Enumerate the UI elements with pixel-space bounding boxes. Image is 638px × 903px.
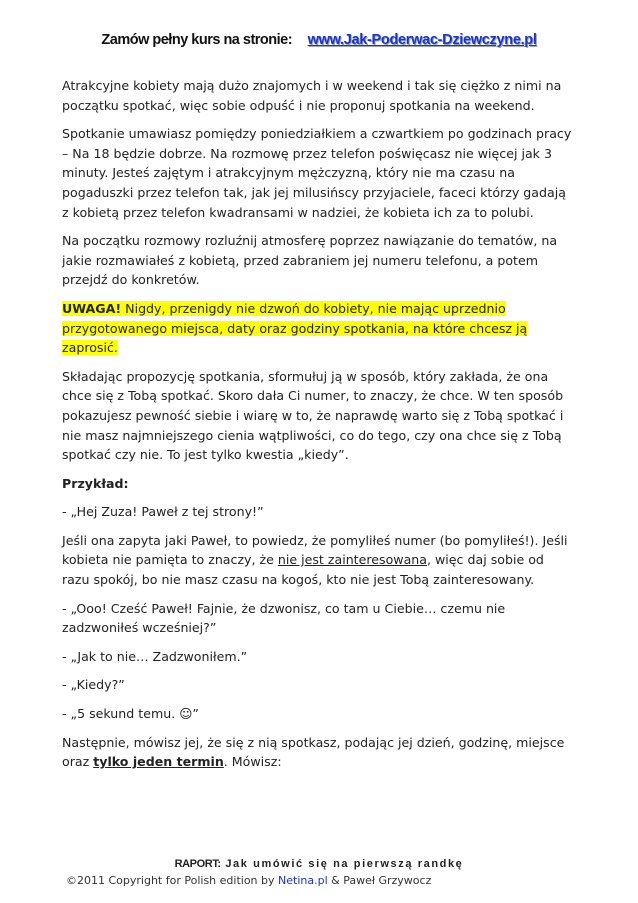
dialogue-line-2: - „Ooo! Cześć Paweł! Fajnie, że dzwonisz, co tam u Ciebie… czemu nie zadzwoniłeś wcześniej?”: [62, 600, 506, 636]
footer-report-prefix: RAPORT:: [174, 858, 221, 870]
document-body: [62, 76, 572, 781]
header-site-link[interactable]: www.Jak-Poderwac-Dziewczyne.pl: [307, 32, 537, 48]
copyright-text-start: ©2011 Copyright for Polish edition by: [66, 874, 279, 887]
example-heading: Przykład:: [62, 475, 129, 491]
header-lead-text: Zamów pełny kurs na stronie:: [101, 32, 293, 48]
warning-paragraph: [62, 299, 572, 358]
paragraph-conversation-start: Na początku rozmowy rozluźnij atmosferę poprzez nawiązanie do tematów, na jakie rozmawiałeś z kobietą, przed zabraniem jej numeru telefonu, a potem przejdź do konkretów.: [62, 233, 558, 288]
paragraph-proposal: Składając propozycję spotkania, sformułuj ją w sposób, który zakłada, że ona chce się z Tobą spotkać. Skoro dała Ci numer, to znaczy, że chce. W ten sposób pokazujesz pewność siebie i wiarę w to, że naprawdę warto się z Tobą spotkać i nie masz najmniejszego cienia wątpliwości, co do tego, czy ona chce się z Tobą spotkać czy nie. To jest tylko kwestia „kiedy”.: [62, 368, 564, 463]
warning-text: Nigdy, przenigdy nie dzwoń do kobiety, nie mając uprzednio przygotowanego miejsca, daty oraz godziny spotkania, na które chcesz ją zaprosić.: [62, 300, 528, 356]
paragraph-next-step: [62, 733, 572, 772]
footer-report-name: Jak umówić się na pierwszą randkę: [220, 858, 464, 870]
next-step-text-start: Następnie, mówisz jej, że się z nią spotkasz, podając jej dzień, godzinę, miejsce oraz: [62, 734, 565, 770]
dialogue-line-1: - „Hej Zuza! Paweł z tej strony!”: [62, 504, 264, 520]
dialogue-line-3: - „Jak to nie… Zadzwoniłem.”: [62, 648, 248, 664]
copyright-netina-link[interactable]: Netina.pl: [278, 874, 328, 887]
one-date-emphasis: tylko jeden termin: [93, 754, 224, 770]
footer-report-title: [0, 858, 638, 870]
next-step-text-end: . Mówisz:: [223, 754, 282, 770]
paragraph-weekend: Atrakcyjne kobiety mają dużo znajomych i w weekend i tak się ciężko z nimi na początku spotkać, więc sobie odpuść i nie proponuj spotkania na weekend.: [62, 78, 562, 113]
dialogue-line-4: - „Kiedy?”: [62, 677, 125, 693]
copyright-text-end: & Paweł Grzywocz: [327, 874, 432, 887]
wrong-number-text-end: , więc daj sobie od razu spokój, bo nie masz czasu na kogoś, kto nie jest Tobą zainteresowany.: [62, 552, 544, 588]
warning-highlight: [62, 301, 527, 355]
paragraph-scheduling: Spotkanie umawiasz pomiędzy poniedziałkiem a czwartkiem po godzinach pracy – Na 18 będzie dobrze. Na rozmowę przez telefon poświęcasz nie więcej jak 3 minuty. Jesteś zajętym i atrakcyjnym mężczyzną, który nie ma czasu na pogaduszki przez telefon tak, jak jej milusińscy przyjaciele, faceci którzy gadają z kobietą przez telefon kwadransami w nadziei, że kobieta ich za to polubi.: [62, 126, 572, 220]
not-interested-underlined: nie jest zainteresowana: [277, 552, 427, 568]
warning-label: UWAGA!: [62, 300, 122, 316]
footer-copyright: [66, 874, 431, 887]
wrong-number-text-start: Jeśli ona zapyta jaki Paweł, to powiedz, że pomyliłeś numer (bo pomyliłeś!). Jeśli kobieta nie pamięta to znaczy, że: [62, 532, 568, 568]
page-header: [0, 32, 638, 48]
dialogue-line-5: - „5 sekund temu. ☺”: [62, 706, 199, 722]
paragraph-wrong-number: [62, 531, 572, 590]
